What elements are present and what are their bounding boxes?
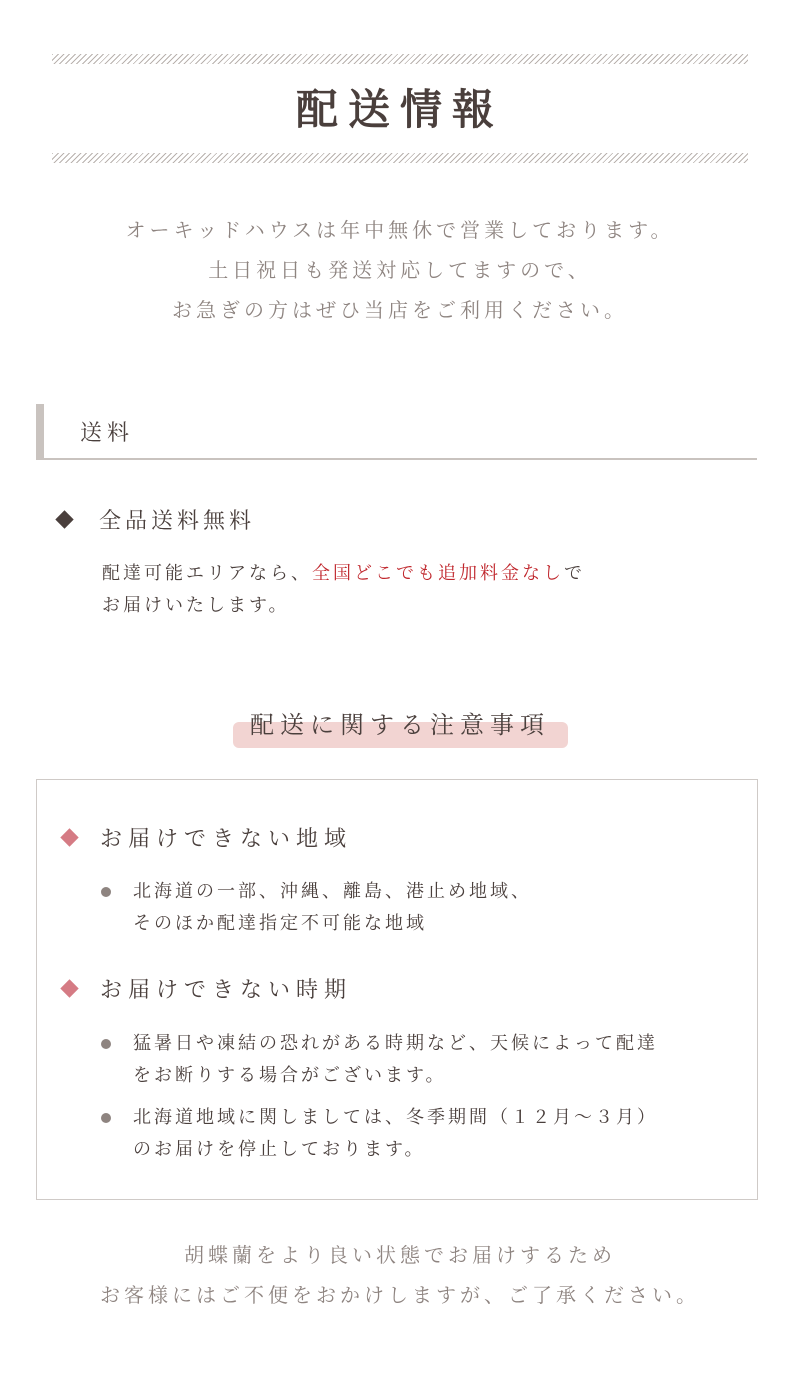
intro-line-3: お急ぎの方はぜひ当店をご利用ください。: [172, 298, 628, 322]
pink-diamond-icon: [60, 979, 78, 997]
intro-text: [0, 210, 800, 330]
diamond-bullet-icon: [55, 510, 73, 528]
closing-text: [0, 1235, 800, 1315]
pink-diamond-icon: [60, 828, 78, 846]
free-shipping-line-1: [102, 558, 585, 590]
intro-line-2: 土日祝日も発送対応してますので、: [208, 258, 592, 282]
undeliverable-periods-title: お届けできない時期: [100, 978, 353, 1003]
list-item-line-2: そのほか配達指定不可能な地域: [133, 913, 427, 934]
undeliverable-periods-heading: [63, 973, 352, 1004]
list-item-line-1: 猛暑日や凍結の恐れがある時期など、天候によって配達: [133, 1033, 658, 1054]
bullet-dot-icon: [101, 887, 111, 897]
list-item: [101, 876, 532, 940]
notes-heading-label: 配送に関する注意事項: [250, 711, 550, 739]
undeliverable-areas-title: お届けできない地域: [100, 827, 353, 852]
list-item: [101, 1102, 658, 1166]
title-stripe-bottom: [52, 153, 748, 163]
shipping-heading-label: 送料: [80, 421, 135, 446]
intro-line-1: オーキッドハウスは年中無休で営業しております。: [125, 218, 675, 242]
page-title: 配送情報: [295, 85, 504, 134]
bullet-dot-icon: [101, 1113, 111, 1123]
bullet-dot-icon: [101, 1039, 111, 1049]
list-item: [101, 1028, 658, 1092]
free-shipping-title: 全品送料無料: [99, 508, 256, 534]
shipping-section-heading: [36, 404, 757, 460]
notes-heading: [0, 705, 800, 745]
closing-line-2: お客様にはご不便をおかけしますが、ご了承ください。: [100, 1283, 700, 1307]
list-item-line-1: 北海道地域に関しましては、冬季期間（１２月～３月）: [133, 1107, 658, 1128]
free-shipping-highlight: 全国どこでも追加料金なし: [312, 563, 564, 584]
notes-box: [36, 779, 758, 1200]
closing-line-1: 胡蝶蘭をより良い状態でお届けするため: [184, 1243, 616, 1267]
free-shipping-description: [102, 558, 585, 622]
list-item-line-2: をお断りする場合がございます。: [133, 1065, 447, 1086]
free-shipping-row: [58, 502, 255, 536]
title-stripe-top: [52, 54, 748, 64]
free-shipping-text-before: 配達可能エリアなら、: [102, 563, 312, 584]
free-shipping-line-2: お届けいたします。: [102, 595, 290, 616]
list-item-line-2: のお届けを停止しております。: [133, 1139, 426, 1160]
undeliverable-areas-heading: [63, 822, 352, 853]
list-item-line-1: 北海道の一部、沖縄、離島、港止め地域、: [133, 881, 532, 902]
free-shipping-text-after: で: [564, 563, 585, 584]
